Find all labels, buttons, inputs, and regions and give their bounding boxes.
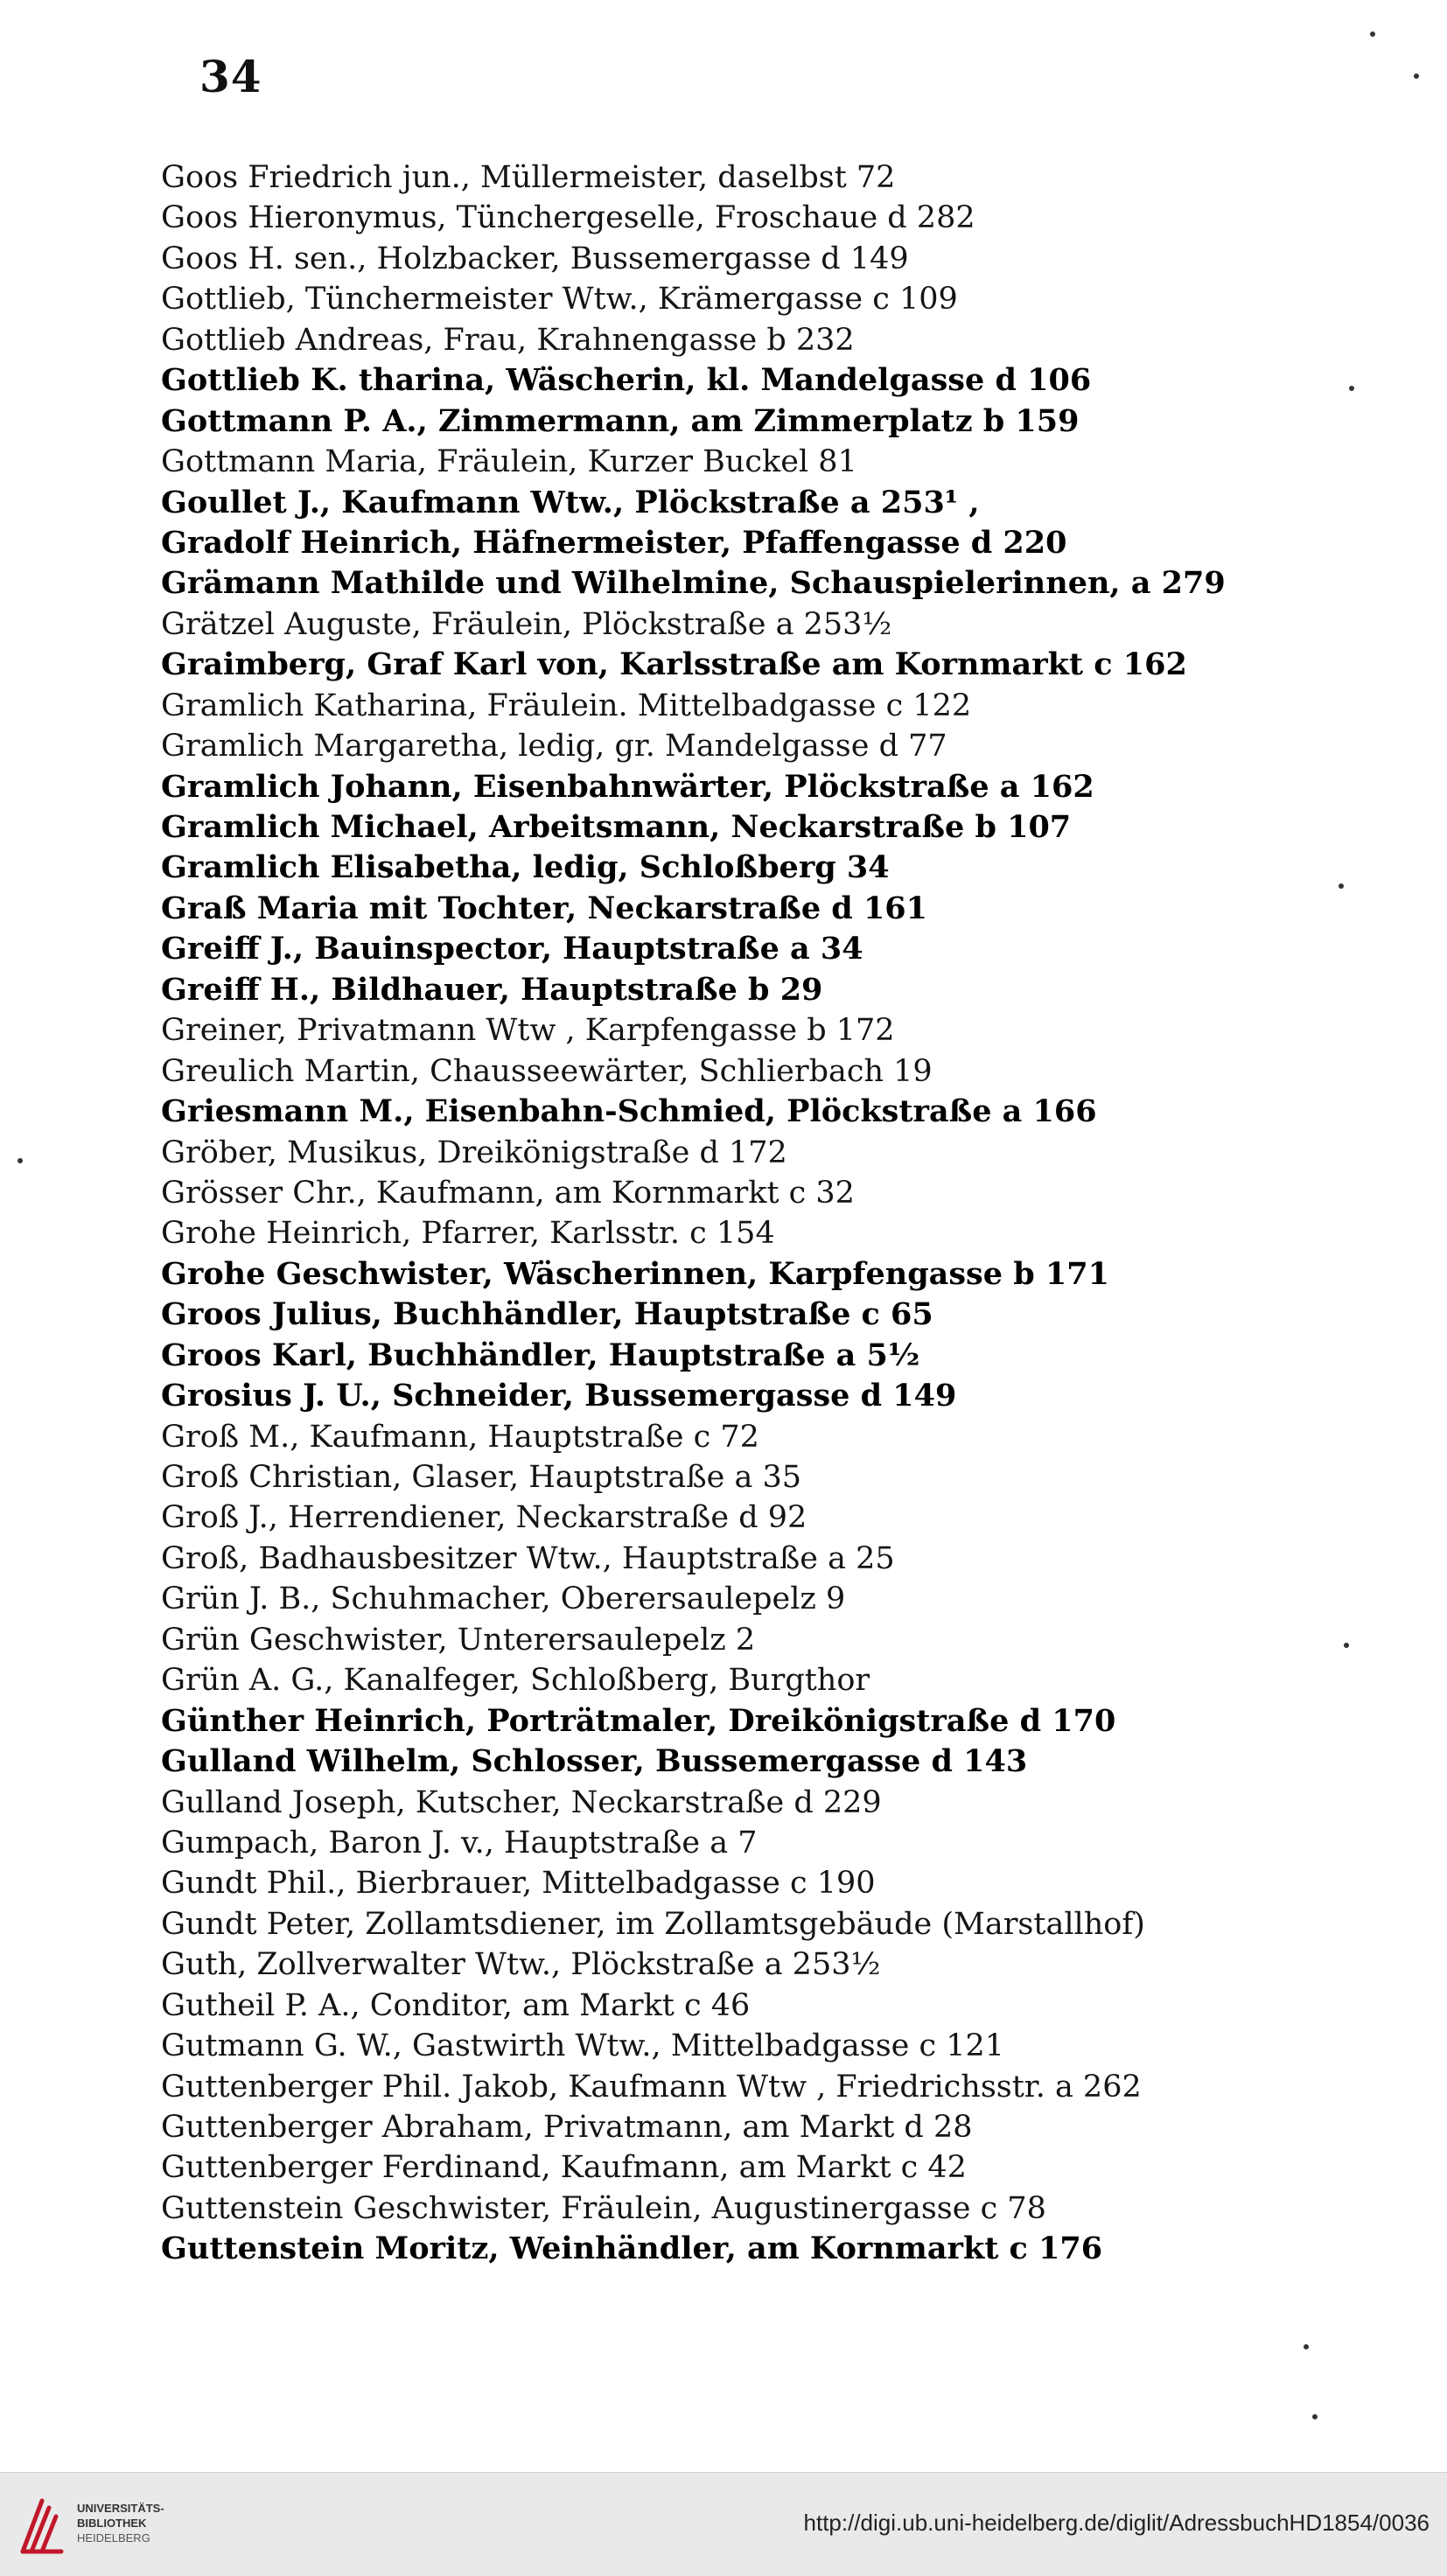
address-entry: Groß J., Herrendiener, Neckarstraße d 92	[161, 1500, 807, 1536]
address-entry: Greulich Martin, Chausseewärter, Schlierbach 19	[161, 1053, 933, 1089]
scan-speck	[1414, 73, 1419, 79]
address-entry: Grün A. G., Kanalfeger, Schloßberg, Burgthor	[161, 1663, 870, 1699]
address-entry: Gottlieb Andreas, Frau, Krahnengasse b 232	[161, 322, 855, 358]
address-entry: Grösser Chr., Kaufmann, am Kornmarkt c 32	[161, 1175, 855, 1211]
address-entry: Günther Heinrich, Porträtmaler, Dreikönigstraße d 170	[161, 1702, 1116, 1739]
address-entry: Guttenberger Phil. Jakob, Kaufmann Wtw , Friedrichsstr. a 262	[161, 2069, 1142, 2105]
address-entry: Gramlich Katharina, Fräulein. Mittelbadgasse c 122	[161, 688, 972, 723]
address-entry: Gundt Peter, Zollamtsdiener, im Zollamtsgebäude (Marstallhof)	[161, 1906, 1145, 1942]
address-entry: Goos Friedrich jun., Müllermeister, daselbst 72	[161, 160, 896, 195]
address-entry: Goos Hieronymus, Tünchergeselle, Froschaue d 282	[161, 200, 975, 236]
address-entry: Greiff H., Bildhauer, Hauptstraße b 29	[161, 971, 823, 1008]
address-entry: Graimberg, Graf Karl von, Karlsstraße am Kornmarkt c 162	[161, 646, 1187, 683]
address-entry: Guttenstein Moritz, Weinhändler, am Kornmarkt c 176	[161, 2230, 1103, 2267]
permalink-url[interactable]: http://digi.ub.uni-heidelberg.de/diglit/AdressbuchHD1854/0036	[803, 2510, 1430, 2536]
address-entry: Gottmann P. A., Zimmermann, am Zimmerplatz b 159	[161, 402, 1080, 439]
footer-bar	[0, 2472, 1447, 2576]
logo-line-2: BIBLIOTHEK	[77, 2517, 147, 2530]
address-entry: Gramlich Margaretha, ledig, gr. Mandelgasse d 77	[161, 729, 947, 764]
address-entry: Guttenberger Abraham, Privatmann, am Markt d 28	[161, 2110, 973, 2145]
address-entry: Grohe Geschwister, Wäscherinnen, Karpfengasse b 171	[161, 1255, 1109, 1292]
scan-speck	[1339, 883, 1344, 889]
address-entry: Gumpach, Baron J. v., Hauptstraße a 7	[161, 1825, 758, 1860]
address-entry: Goos H. sen., Holzbacker, Bussemergasse d 149	[161, 241, 909, 276]
address-entry: Griesmann M., Eisenbahn-Schmied, Plöckstraße a 166	[161, 1093, 1097, 1130]
address-entry: Gramlich Johann, Eisenbahnwärter, Plöckstraße a 162	[161, 768, 1094, 805]
address-entry: Guth, Zollverwalter Wtw., Plöckstraße a 253½	[161, 1947, 881, 1983]
address-entry: Grün J. B., Schuhmacher, Oberersaulepelz 9	[161, 1581, 846, 1617]
scan-speck	[1349, 386, 1354, 391]
logo-line-3: HEIDELBERG	[77, 2531, 150, 2545]
address-entry: Grohe Heinrich, Pfarrer, Karlsstr. c 154	[161, 1216, 775, 1252]
address-entry: Graß Maria mit Tochter, Neckarstraße d 161	[161, 890, 928, 926]
university-library-logo-icon	[16, 2490, 70, 2559]
address-entry: Groos Karl, Buchhändler, Hauptstraße a 5½	[161, 1337, 920, 1373]
address-entry: Gröber, Musikus, Dreikönigstraße d 172	[161, 1134, 787, 1170]
scan-speck	[1344, 1643, 1349, 1648]
scan-speck	[1312, 2414, 1318, 2419]
address-entry: Groos Julius, Buchhändler, Hauptstraße c 65	[161, 1296, 933, 1333]
address-entry: Grosius J. U., Schneider, Bussemergasse d 149	[161, 1378, 957, 1414]
address-entry: Gutheil P. A., Conditor, am Markt c 46	[161, 1987, 751, 2023]
address-entry: Guttenstein Geschwister, Fräulein, Augustinergasse c 78	[161, 2190, 1046, 2226]
address-entry: Groß Christian, Glaser, Hauptstraße a 35	[161, 1460, 801, 1495]
scan-speck	[1370, 31, 1375, 37]
address-entry: Goullet J., Kaufmann Wtw., Plöckstraße a 253¹ ,	[161, 484, 980, 520]
address-entry-list	[161, 157, 1333, 2270]
scan-speck	[17, 1158, 23, 1163]
address-entry: Gottmann Maria, Fräulein, Kurzer Buckel 81	[161, 444, 857, 480]
address-entry: Groß M., Kaufmann, Hauptstraße c 72	[161, 1419, 759, 1455]
logo-line-1: UNIVERSITÄTS-	[77, 2502, 164, 2515]
address-entry: Gulland Joseph, Kutscher, Neckarstraße d 229	[161, 1784, 882, 1820]
address-entry: Guttenberger Ferdinand, Kaufmann, am Markt c 42	[161, 2150, 967, 2186]
address-entry: Gottlieb, Tünchermeister Wtw., Krämergasse c 109	[161, 282, 958, 318]
address-entry: Gramlich Michael, Arbeitsmann, Neckarstraße b 107	[161, 809, 1072, 845]
address-entry: Gradolf Heinrich, Häfnermeister, Pfaffengasse d 220	[161, 524, 1067, 561]
address-entry: Gundt Phil., Bierbrauer, Mittelbadgasse c 190	[161, 1866, 876, 1902]
address-entry: Grätzel Auguste, Fräulein, Plöckstraße a 253½	[161, 606, 892, 642]
address-entry: Greiner, Privatmann Wtw , Karpfengasse b 172	[161, 1013, 895, 1049]
scan-speck	[1304, 2344, 1309, 2349]
address-entry: Gottlieb K. tharina, Wäscherin, kl. Mandelgasse d 106	[161, 362, 1092, 399]
page-number: 34	[199, 51, 262, 102]
address-entry: Gramlich Elisabetha, ledig, Schloßberg 34	[161, 849, 890, 886]
address-entry: Groß, Badhausbesitzer Wtw., Hauptstraße a 25	[161, 1540, 895, 1576]
address-entry: Grün Geschwister, Unterersaulepelz 2	[161, 1622, 756, 1658]
address-entry: Gutmann G. W., Gastwirth Wtw., Mittelbadgasse c 121	[161, 2028, 1005, 2064]
address-entry: Gulland Wilhelm, Schlosser, Bussemergasse d 143	[161, 1743, 1028, 1780]
address-entry: Greiff J., Bauinspector, Hauptstraße a 34	[161, 931, 863, 967]
library-logo-text	[77, 2501, 164, 2545]
address-entry: Grämann Mathilde und Wilhelmine, Schauspielerinnen, a 279	[161, 565, 1226, 602]
